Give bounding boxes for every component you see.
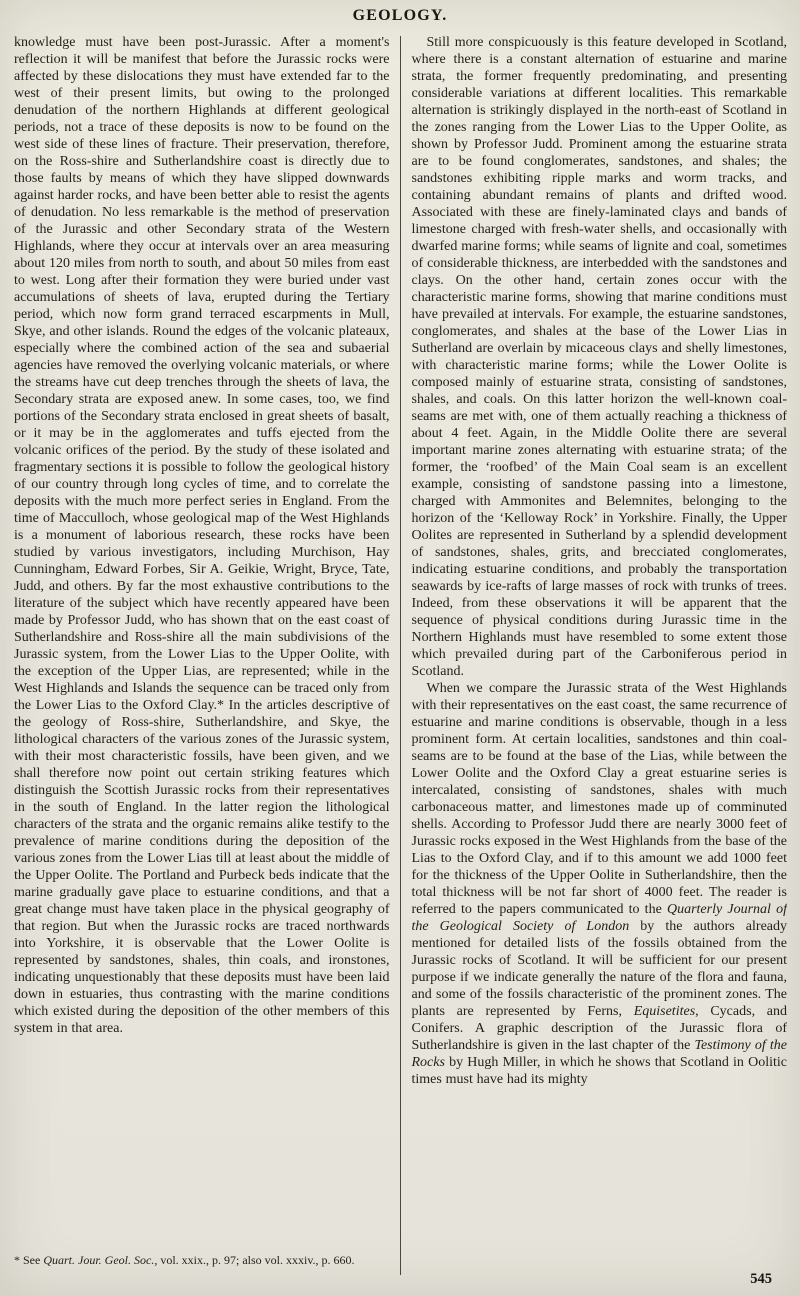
text-run: knowledge must have been post-Jurassic. After a moment's reflection it will be manifest that before the Jurassic rocks were affected by these dislocations they must have extended far to the west of their present limits, but owing to the prolonged denudation of the northern Highlands at different geological periods, not a trace of these deposits is now to be found on the west side of these lines of fracture. Their preservation, therefore, on the Ross-shire and Sutherlandshire coast is directly due to those faults by means of which they have slipped downwards against harder rocks, and have been better able to resist the agents of denudation. No less remarkable is the method of preservation of the Jurassic and other Secondary strata of the Western Highlands, where they occur at intervals over an area measuring about 120 miles from north to south, and about 50 miles from east to west. Long after their formation they were buried under vast accumulations of sheets of lava, erupted during the Tertiary period, which now form grand terraced escarpments in Mull, Skye, and other islands. Round the edges of the volcanic plateaux, especially where the combined action of the sea and subaerial agencies have removed the overlying volcanic materials, or where the streams have cut deep trenches through the sheets of lava, the Secondary strata are exposed anew. In some cases, too, we find portions of the Secondary strata enclosed in great sheets of basalt, or it may be in the agglomerates and tuffs ejected from the volcanic orifices of the period. By the study of these isolated and fragmentary sections it is possible to follow the geological history of our country through long cycles of time, and to correlate the deposits with the much more perfect series in England. From the time of Macculloch, whose geological map of the West Highlands is a monument of laborious research, these rocks have been studied by various investigators, including Murchison, Hay Cunningham, Edward Forbes, Sir A. Geikie, Wright, Bryce, Tate, Judd, and others. By far the most exhaustive contributions to the literature of the subject which have recently appeared have been made by Professor Judd, who has shown that on the east coast of Sutherlandshire and Ross-shire all the main subdivisions of the Jurassic system, from the Lower Lias to the Upper Oolite, with the exception of the Upper Lias, are represented; while in the West Highlands and Islands the sequence can be traced only from the Lower Lias to the Oxford Clay.* In the articles descriptive of the geology of Ross-shire, Sutherlandshire, and Skye, the lithological characters of the various zones of the Jurassic system, with their most characteristic fossils, have been given, and we shall therefore now point out certain striking features which distinguish the Scottish Jurassic rocks from their representatives in the south of England. In the latter region the lithological characters of the strata and the organic remains alike testify to the prevalence of marine conditions during the deposition of the various zones from the Lower Lias till at least about the middle of the Upper Oolite. The Portland and Purbeck beds indicate that the marine gradually gave place to estuarine conditions, and that a great change must have taken place in the physical geography of that region. But when the Jurassic rocks are traced northwards into Yorkshire, it is observable that the Lower Oolite is represented by sandstones, shales, thin coals, and ironstones, indicating unquestionably that these deposits must have been laid down in estuaries, thus contrasting with the marine conditions which existed during the deposition of the other members of this system in that area.: [14, 35, 390, 1036]
italic-text-run: Equisetites: [633, 1004, 696, 1019]
text-run: When we compare the Jurassic strata of the West Highlands with their representatives on the east coast, the same recurrence of estuarine and marine conditions is observable, though in a less prominent form. At certain localities, sandstones and thin coal-seams are to be found at the base of the Lias, while between the Lower Oolite and the Oxford Clay a great estuarine series is intercalated, consisting of sandstones, shales with much carbonaceous matter, and limestones made up of comminuted shells. According to Professor Judd there are nearly 3000 feet of Jurassic rocks exposed in the West Highlands from the base of the Lias to the Oxford Clay, and if to this amount we add 1000 feet for the thickness of the Upper Oolite in Sutherlandshire, then the total thickness will be not far short of 4000 feet. The reader is referred to the papers communicated to the: [411, 681, 787, 917]
right-column: [401, 34, 788, 1281]
page-title: GEOLOGY.: [352, 7, 448, 24]
text-run: Still more conspicuously is this feature developed in Scotland, where there is a constant alternation of estuarine and marine strata, the former frequently predominating, and presenting considerable variations at different localities. This remarkable alternation is strikingly displayed in the north-east of Scotland in the zones ranging from the Lower Lias to the Upper Oolite, as shown by Professor Judd. Prominent among the estuarine strata are to be found conglomerates, sandstones, and shales; the sandstones exhibiting ripple marks and worm tracks, and containing abundant remains of plants and drifted wood. Associated with these are finely-laminated clays and bands of limestone charged with fresh-water shells, and occasionally with dwarfed marine forms; while seams of lignite and coal, sometimes of considerable thickness, are interbedded with the sandstones and clays. On the other hand, certain zones occur with the characteristic marine forms, showing that marine conditions must have prevailed at intervals. For example, the estuarine sandstones, conglomerates, and shales at the base of the Lower Lias in Sutherland are overlain by micaceous clays and shelly limestones, with characteristic marine forms; while the Lower Oolite is composed mainly of estuarine strata, consisting of sandstones, shales, and coals. On this latter horizon the well-known coal-seams are met with, one of them actually reaching a thickness of about 4 feet. Again, in the Middle Oolite there are several important marine zones alternating with estuarine strata; of the former, the ‘roofbed’ of the Main Coal seam is an excellent example, consisting of sandstone passing into a limestone, charged with Ammonites and Belemnites, belonging to the horizon of the ‘Kelloway Rock’ in Yorkshire. Finally, the Upper Oolites are represented in Sutherland by a splendid development of sandstones, shales, grits, and brecciated conglomerates, indicating estuarine conditions, and probably the transportation seawards by ice-rafts of large masses of rock with trunks of trees. Indeed, from these observations it will be apparent that the sequence of physical conditions during Jurassic time in the Northern Highlands must have resembled to some extent those which prevailed during part of the Carboniferous period in Scotland.: [411, 35, 787, 679]
italic-text-run: Quart. Jour. Geol. Soc.,: [43, 1252, 158, 1267]
paragraph: [412, 34, 788, 680]
paragraph: [14, 34, 390, 1037]
text-columns: [0, 25, 800, 1281]
footnote: [14, 1253, 390, 1268]
text-run: * See: [14, 1252, 44, 1267]
italic-text-run: Quarterly Journal of the Geological Society of London: [411, 902, 787, 934]
italic-text-run: Testimony of the Rocks: [411, 1038, 787, 1070]
paragraph: [412, 680, 788, 1088]
text-run: , Cycads, and Conifers. A graphic description of the Jurassic flora of Sutherlandshire is given in the last chapter of the: [411, 1004, 787, 1053]
left-column: [14, 34, 400, 1281]
text-run: by Hugh Miller, in which he shows that Scotland in Oolitic times must have had its mighty: [411, 1055, 787, 1087]
page-number: 545: [750, 1271, 772, 1287]
text-run: vol. xxix., p. 97; also vol. xxxiv., p. 660.: [157, 1252, 355, 1267]
text-run: by the authors already mentioned for detailed lists of the fossils obtained from the Jurassic rocks of Scotland. It will be sufficient for our present purpose if we indicate generally the nature of the flora and fauna, and some of the fossils characteristic of the prominent zones. The plants are represented by Ferns,: [411, 919, 787, 1019]
